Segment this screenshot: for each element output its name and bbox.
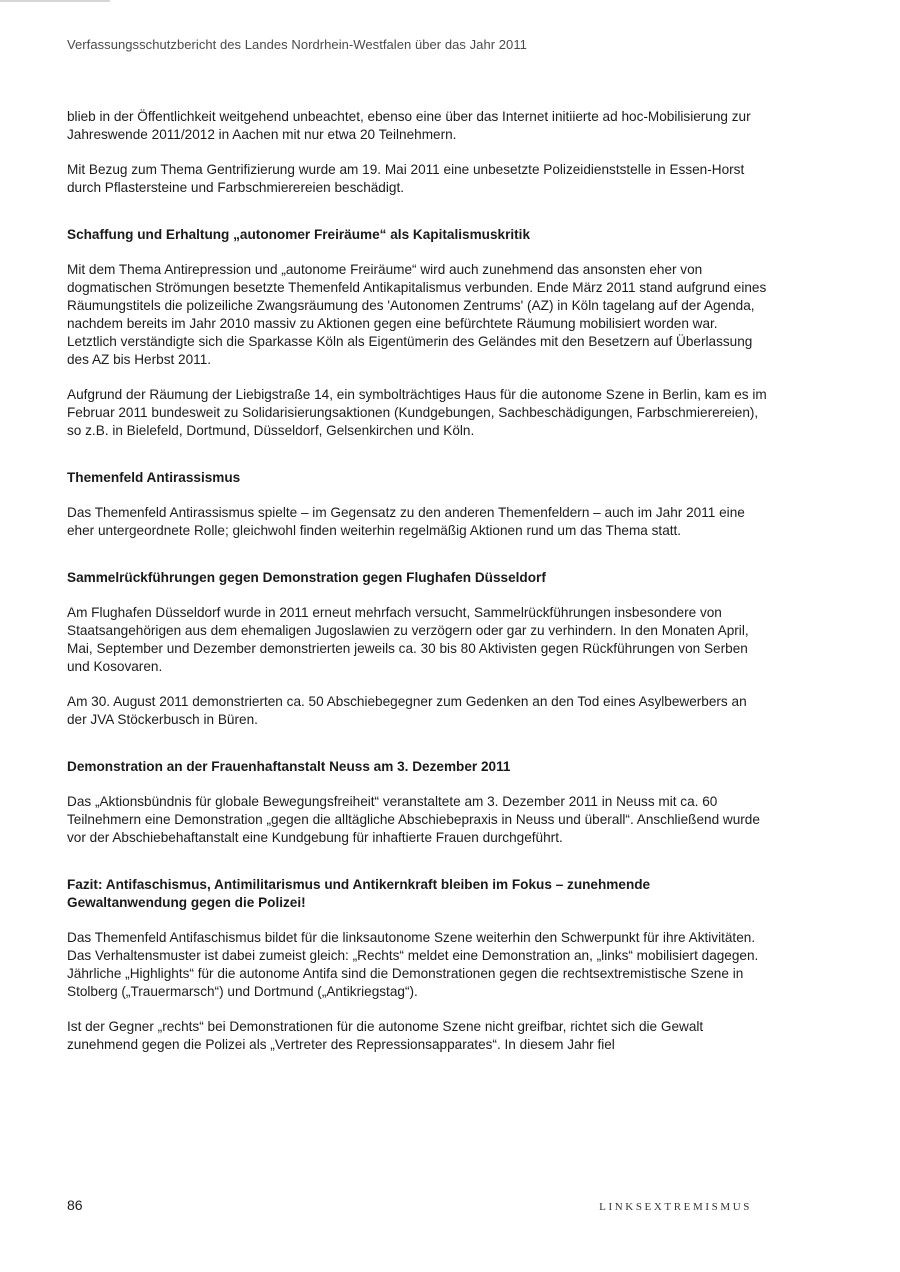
paragraph: Das Themenfeld Antifaschismus bildet für die linksautonome Szene weiterhin den Schwerpunkt für ihre Aktivitäten. Das Verhaltensmuster ist dabei zumeist gleich: „Rechts“ meldet eine Demonstration an, „links“ mobilisiert dagegen. Jährliche „Highlights“ für die autonome Antifa sind die Demonstrationen gegen die rechtsextremistische Szene in Stolberg („Trauermarsch“) und Dortmund („Antikriegstag“). bbox=[67, 930, 759, 999]
top-edge-rule bbox=[0, 0, 110, 2]
paragraph: blieb in der Öffentlichkeit weitgehend unbeachtet, ebenso eine über das Internet initiierte ad hoc-Mobilisierung zur Jahreswende 2011/2012 in Aachen mit nur etwa 20 Teilnehmern. bbox=[67, 109, 751, 142]
paragraph: Am Flughafen Düsseldorf wurde in 2011 erneut mehrfach versucht, Sammelrückführungen insbesondere von Staatsangehörigen aus dem ehemaligen Jugoslawien zu verzögern oder gar zu verhindern. In den Monaten April, Mai, September und Dezember demonstrierten jeweils ca. 30 bis 80 Aktivisten gegen Rückführungen von Serben und Kosovaren. bbox=[67, 605, 749, 674]
section-heading: Demonstration an der Frauenhaftanstalt Neuss am 3. Dezember 2011 bbox=[67, 759, 511, 774]
paragraph: Am 30. August 2011 demonstrierten ca. 50 Abschiebegegner zum Gedenken an den Tod eines Asylbewerbers an der JVA Stöckerbusch in Büren. bbox=[67, 694, 747, 727]
running-header: Verfassungsschutzbericht des Landes Nordrhein-Westfalen über das Jahr 2011 bbox=[67, 37, 527, 52]
paragraph: Ist der Gegner „rechts“ bei Demonstrationen für die autonome Szene nicht greifbar, richtet sich die Gewalt zunehmend gegen die Polizei als „Vertreter des Repressionsapparates“. In diesem Jahr fiel bbox=[67, 1019, 704, 1052]
section-heading: Schaffung und Erhaltung „autonomer Freiräume“ als Kapitalismuskritik bbox=[67, 227, 531, 242]
section-heading: Themenfeld Antirassismus bbox=[67, 470, 241, 485]
section-heading: Fazit: Antifaschismus, Antimilitarismus und Antikernkraft bleiben im Fokus – zunehmende Gewaltanwendung gegen die Polizei! bbox=[67, 877, 651, 910]
page-number: 86 bbox=[67, 1197, 83, 1213]
page-body bbox=[67, 108, 767, 1054]
paragraph: Das Themenfeld Antirassismus spielte – im Gegensatz zu den anderen Themenfeldern – auch im Jahr 2011 eine eher untergeordnete Rolle; gleichwohl finden weiterhin regelmäßig Aktionen rund um das Thema statt. bbox=[67, 505, 745, 538]
paragraph: Mit dem Thema Antirepression und „autonome Freiräume“ wird auch zunehmend das ansonsten eher von dogmatischen Strömungen besetzte Themenfeld Antikapitalismus verbunden. Ende März 2011 stand aufgrund eines Räumungstitels die polizeiliche Zwangsräumung des 'Autonomen Zentrums' (AZ) in Köln tagelang auf der Agenda, nachdem bereits im Jahr 2010 massiv zu Aktionen gegen eine befürchtete Räumung mobilisiert worden war. Letztlich verständigte sich die Sparkasse Köln als Eigentümerin des Geländes mit den Besetzern auf Überlassung des AZ bis Herbst 2011. bbox=[67, 262, 767, 367]
paragraph: Das „Aktionsbündnis für globale Bewegungsfreiheit“ veranstaltete am 3. Dezember 2011 in Neuss mit ca. 60 Teilnehmern eine Demonstration „gegen die alltägliche Abschiebepraxis in Neuss und überall“. Anschließend wurde vor der Abschiebehaftanstalt eine Kundgebung für inhaftierte Frauen durchgeführt. bbox=[67, 794, 760, 845]
section-label: LINKSEXTREMISMUS bbox=[599, 1201, 752, 1213]
section-heading: Sammelrückführungen gegen Demonstration gegen Flughafen Düsseldorf bbox=[67, 570, 546, 585]
paragraph: Aufgrund der Räumung der Liebigstraße 14, ein symbolträchtiges Haus für die autonome Szene in Berlin, kam es im Februar 2011 bundesweit zu Solidarisierungsaktionen (Kundgebungen, Sachbeschädigungen, Farbschmierereien), so z.B. in Bielefeld, Dortmund, Düsseldorf, Gelsenkirchen und Köln. bbox=[67, 387, 767, 438]
paragraph: Mit Bezug zum Thema Gentrifizierung wurde am 19. Mai 2011 eine unbesetzte Polizeidienststelle in Essen-Horst durch Pflastersteine und Farbschmierereien beschädigt. bbox=[67, 162, 745, 195]
